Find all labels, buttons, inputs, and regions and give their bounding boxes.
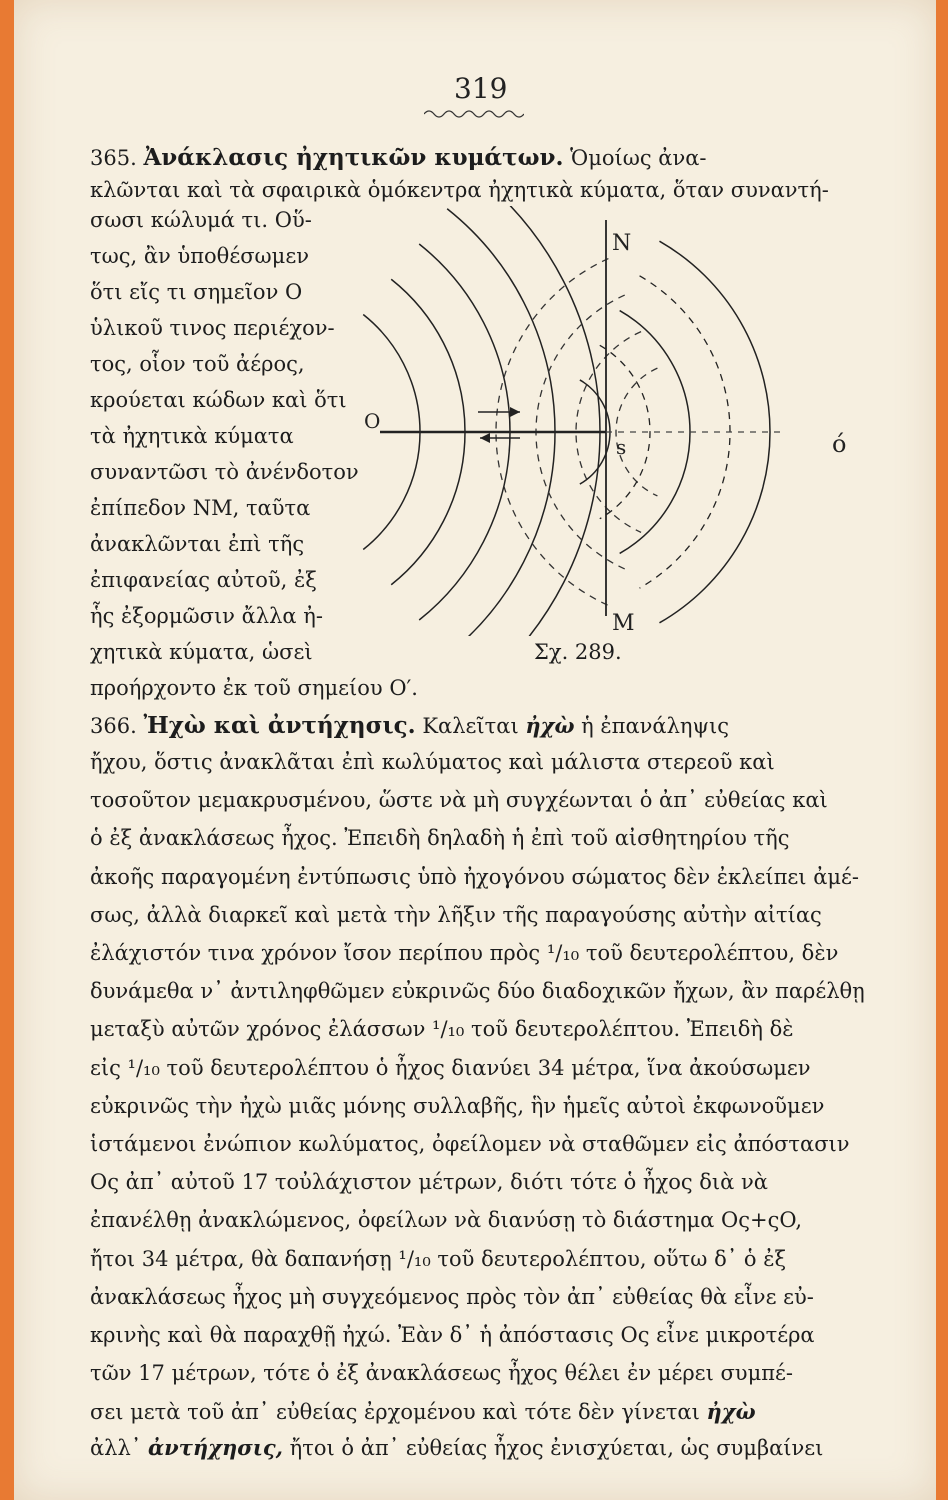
body-line: ἀκοῆς παραγομένη ἐντύπωσις ὑπὸ ἠχογόνου σώματος δὲν ἐκλείπει ἀμέ- [90,864,860,889]
section-366-heading-line [90,710,729,742]
section-366-number: 366. [90,714,137,738]
left-line: τος, οἷον τοῦ ἀέρος, [90,352,305,376]
body-line: ἱστάμενοι ἐνώπιον κωλύματος, ὀφείλομεν νὰ σταθῶμεν εἰς ἀπόστασιν [90,1132,850,1156]
section-365-title: Ἀνάκλασις ἠχητικῶν κυμάτων. [143,144,564,171]
left-line: ἀνακλῶνται ἐπὶ τῆς [90,532,305,556]
label-s: s [616,435,627,459]
incident-wave-front [475,206,600,636]
body-line: ἐλάχιστόν τινα χρόνον ἴσον περίπου πρὸς ¹/₁₀ τοῦ δευτερολέπτου, δὲν [90,941,839,965]
body-line: μεταξὺ αὐτῶν χρόνος ἐλάσσων ¹/₁₀ τοῦ δευτερολέπτου. Ἐπειδὴ δὲ [90,1017,794,1042]
wave-fronts [363,206,770,636]
body-line: τοσοῦτον μεμακρυσμένου, ὥστε νὰ μὴ συγχέωνται ὁ ἀπ᾿ εὐθείας καὶ [90,788,828,813]
left-line: ἧς ἐξορμῶσιν ἄλλα ἠ- [90,604,323,628]
body-line: ἤτοι 34 μέτρα, θὰ δαπανήσῃ ¹/₁₀ τοῦ δευτερολέπτου, οὕτω δ᾿ ὁ ἐξ [90,1246,787,1271]
left-line: σωσι κώλυμά τι. Οὕ- [90,208,312,232]
left-line: τως, ἂν ὑποθέσωμεν [90,244,309,268]
section-365-number: 365. [90,146,137,170]
body-line: εὐκρινῶς τὴν ἠχὼ μιᾶς μόνης συλλαβῆς, ἣν ἡμεῖς αὐτοὶ ἐκφωνοῦμεν [90,1093,825,1118]
left-line: ὑλικοῦ τινος περιέχον- [90,316,335,340]
left-line: προήρχοντο ἐκ τοῦ σημείου O′. [90,676,418,700]
body-line: σει μετὰ τοῦ ἀπ᾿ εὐθείας ἐρχομένου καὶ τότε δὲν γίνεται [90,1400,700,1424]
body-line: τῶν 17 μέτρων, τότε ὁ ἐξ ἀνακλάσεως ἦχος θέλει ἐν μέρει συμπέ- [90,1361,793,1386]
label-m: M [612,611,635,636]
section-365-heading-line [90,142,707,174]
body-line: σως, ἀλλὰ διαρκεῖ καὶ μετὰ τὴν λῆξιν τῆς παραγούσης αὐτὴν αἰτίας [90,902,822,927]
body-line: ἤχου, ὅστις ἀνακλᾶται ἐπὶ κωλύματος καὶ μάλιστα στερεοῦ καὶ [90,750,775,774]
antichesis-term: ἀντήχησις, [148,1435,283,1460]
body-line: δυνάμεθα ν᾿ ἀντιληφθῶμεν εὐκρινῶς δύο διαδοχικῶν ἤχων, ἂν παρέλθῃ [90,979,865,1004]
section-365-line-2: κλῶνται καὶ τὰ σφαιρικὰ ὁμόκεντρα ἠχητικὰ κύματα, ὅταν συναντή- [90,178,829,202]
left-line: ὅτι εἴς τι σημεῖον O [90,280,303,304]
figure-caption: Σχ. 289. [534,640,622,664]
section-365-line-1: Ὁμοίως ἀνα- [570,146,707,170]
figure-289-reflection-diagram [350,206,870,636]
echo-term-2: ἠχὼ [706,1399,756,1424]
section-366-line-last [90,1432,823,1464]
left-line: ἐπίπεδον NM, ταῦτα [90,496,311,520]
book-page [14,0,936,1500]
last-line-rest: ἤτοι ὁ ἀπ᾿ εὐθείας ἦχος ἐνισχύεται, ὡς συμβαίνει [289,1436,824,1460]
left-line: χητικὰ κύματα, ὡσεὶ [90,640,313,664]
last-line-start: ἀλλ᾿ [90,1436,142,1460]
left-line: ἐπιφανείας αὐτοῦ, ἐξ [90,568,317,592]
label-n: N [612,231,632,256]
section-366-line-last-2 [90,1396,756,1428]
body-line: ἀνακλάσεως ἦχος μὴ συγχεόμενος πρὸς τὸν ἀπ᾿ εὐθείας θὰ εἶνε εὐ- [90,1284,814,1309]
page-number: 319 [454,72,508,105]
label-o: O [364,409,381,433]
body-line: εἰς ¹/₁₀ τοῦ δευτερολέπτου ὁ ἦχος διανύει 34 μέτρα, ἵνα ἀκούσωμεν [90,1055,811,1080]
wavy-rule-ornament [424,108,524,120]
body-line: ὁ ἐξ ἀνακλάσεως ἦχος. Ἐπειδὴ δηλαδὴ ἡ ἐπὶ τοῦ αἰσθητηρίου τῆς [90,826,790,851]
section-366-first-line-start: Καλεῖται [422,714,519,738]
section-366-first-line-tail: ἡ ἐπανάληψις [581,714,729,738]
reflected-arrow [480,433,520,443]
incident-arrow [478,407,520,417]
echo-term: ἠχὼ [525,713,575,738]
incident-wave-front [447,209,555,636]
section-366-title: Ἠχὼ καὶ ἀντήχησις. [143,712,416,739]
body-line: ἐπανέλθῃ ἀνακλώμενος, ὀφείλων νὰ διανύσῃ τὸ διάστημα Oς+ςO, [90,1208,803,1233]
body-line: Oς ἀπ᾿ αὐτοῦ 17 τοὐλάχιστον μέτρων, διότι τότε ὁ ἦχος διὰ νὰ [90,1170,768,1195]
left-line: κρούεται κώδων καὶ ὅτι [90,388,347,412]
label-o-prime: ό [832,430,847,458]
left-line: συναντῶσι τὸ ἀνένδοτον [90,460,359,484]
left-line: τὰ ἠχητικὰ κύματα [90,424,294,448]
body-line: κρινὴς καὶ θὰ παραχθῇ ἠχώ. Ἐὰν δ᾿ ἡ ἀπόστασις Oς εἶνε μικροτέρα [90,1323,815,1347]
